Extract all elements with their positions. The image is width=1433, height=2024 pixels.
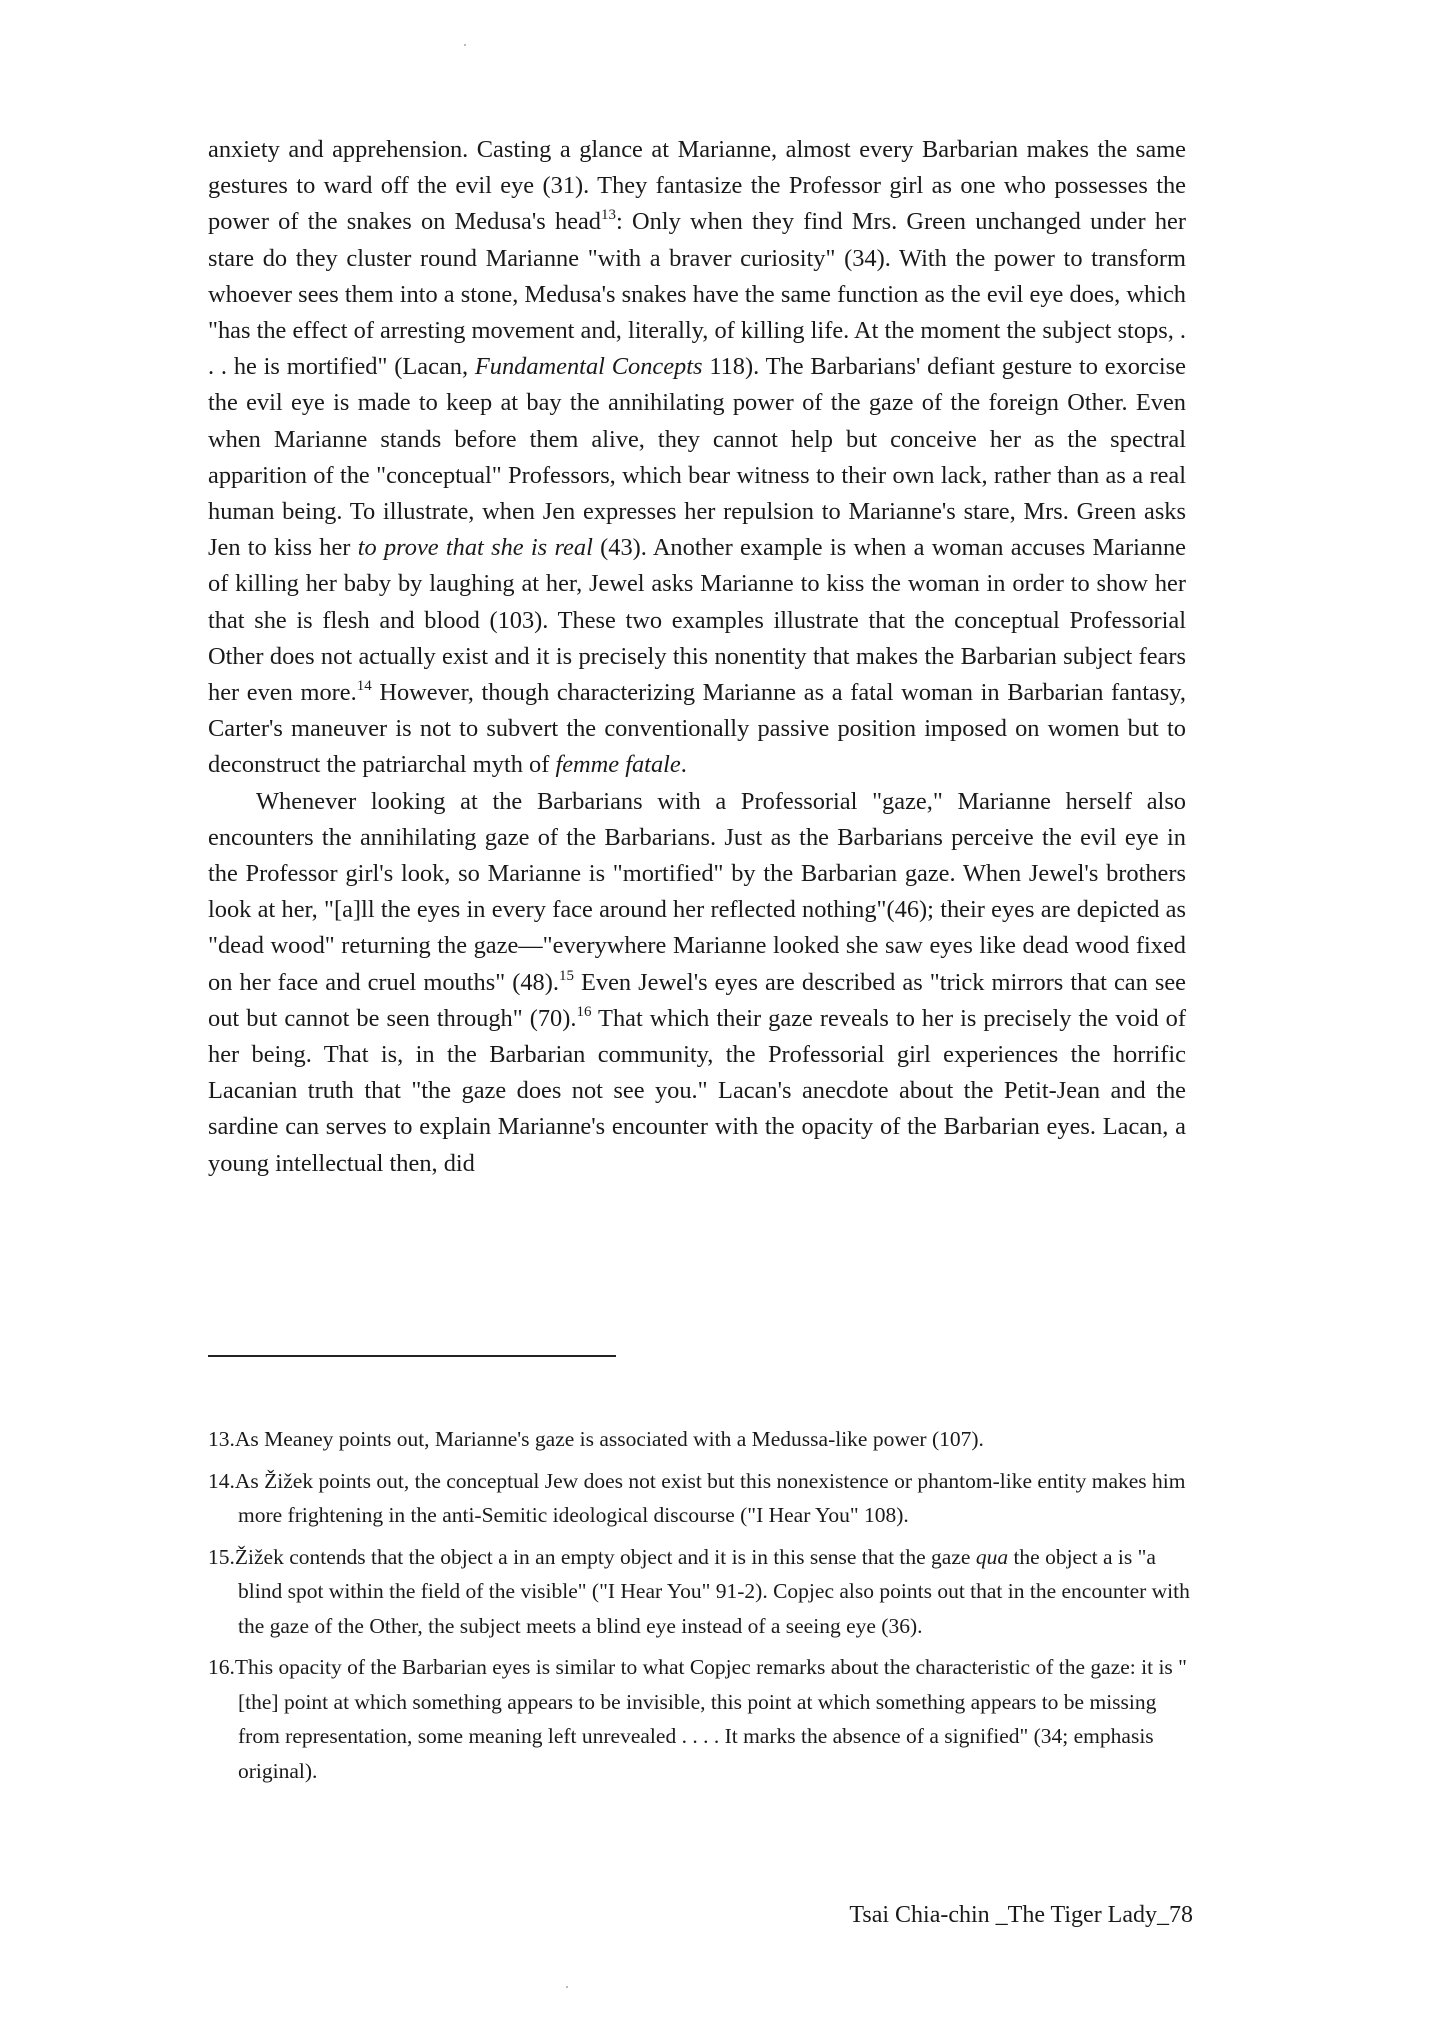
italic-title: Fundamental Concepts <box>474 353 703 381</box>
text-run: That which their gaze reveals to her is precisely the void of her being. That is, in the Barbarian community, the Professorial girl experiences the horrific Lacanian truth that "the gaze does not see you." Lacan's anecdote about the Petit-Jean and the sardine can serves to explain Marianne's encounter with the opacity of the Barbarian eyes. Lacan, a young intellectual then, did <box>208 1004 1186 1177</box>
footnote-14: 14.As Žižek points out, the conceptual Jew does not exist but this nonexistence or phantom-like entity makes him more frightening in the anti-Semitic ideological discourse ("I Hear You" 108). <box>208 1468 1186 1527</box>
footnote-ref-16: 16 <box>576 1003 592 1020</box>
text-run: 118). The Barbarians' defiant gesture to exorcise the evil eye is made to keep at bay the annihilating power of the gaze of the foreign Other. Even when Marianne stands before them alive, they cannot help but conceive her as the spectral apparition of the "conceptual" Professors, which bear witness to their own lack, rather than as a real human being. To illustrate, when Jen expresses her repulsion to Marianne's stare, Mrs. Green asks Jen to kiss her <box>208 353 1186 562</box>
text-run: (43). Another example is when a woman accuses Marianne of killing her baby by laughing at her, Jewel asks Marianne to kiss the woman in order to show her that she is flesh and blood (103). These two examples illustrate that the conceptual Professorial Other does not actually exist and it is precisely this nonentity that makes the Barbarian subject fears her even more. <box>208 534 1187 707</box>
text-run: Whenever looking at the Barbarians with a Professorial "gaze," Marianne herself also encounters the annihilating gaze of the Barbarians. Just as the Barbarians perceive the evil eye in the Professor girl's look, so Marianne is "mortified" by the Barbarian gaze. When Jewel's brothers look at her, "[a]ll the eyes in every face around her reflected nothing"(46); their eyes are depicted as "dead wood" returning the gaze—"everywhere Marianne looked she saw eyes like dead wood fixed on her face and cruel mouths" (48). <box>208 787 1186 996</box>
running-footer: Tsai Chia-chin _The Tiger Lady_78 <box>849 1902 1193 1928</box>
footnote-ref-14: 14 <box>356 678 372 695</box>
paragraph-1 <box>208 132 1186 784</box>
text-run: 15.Žižek contends that the object a in an empty object and it is in this sense that the gaze <box>208 1544 976 1569</box>
footnotes <box>208 1422 1192 1795</box>
text-run: . <box>680 751 687 779</box>
text-run: the object a is "a blind spot within the field of the visible" ("I Hear You" 91-2). Copjec also points out that in the encounter with the gaze of the Other, the subject meets a blind eye instead of a seeing eye (36). <box>238 1544 1190 1638</box>
text-run: However, though characterizing Marianne as a fatal woman in Barbarian fantasy, Carter's maneuver is not to subvert the conventionally passive position imposed on women but to deconstruct the patriarchal myth of <box>208 679 1187 779</box>
text-run: anxiety and apprehension. Casting a glance at Marianne, almost every Barbarian makes the same gestures to ward off the evil eye (31). They fantasize the Professor girl as one who possesses the power of the snakes on Medusa's head <box>208 136 1186 236</box>
text-run: : Only when they find Mrs. Green unchanged under her stare do they cluster round Marianne "with a braver curiosity" (34). With the power to transform whoever sees them into a stone, Medusa's snakes have the same function as the evil eye does, which "has the effect of arresting movement and, literally, of killing life. At the moment the subject stops, . . . he is mortified" (Lacan, <box>208 208 1186 381</box>
body-text <box>208 132 1186 1182</box>
footnote-15 <box>208 1540 1192 1644</box>
footnote-ref-15: 15 <box>558 967 574 984</box>
text-run: Even Jewel's eyes are described as "trick mirrors that can see out but cannot be seen through" (70). <box>208 968 1187 1032</box>
paragraph-2 <box>208 784 1186 1182</box>
italic-term: qua <box>975 1544 1009 1569</box>
italic-emphasis: to prove that she is real <box>357 534 593 562</box>
footnote-ref-13: 13 <box>600 207 616 224</box>
scan-speck <box>464 44 466 46</box>
scan-speck <box>566 1986 568 1988</box>
footnote-16: 16.This opacity of the Barbarian eyes is similar to what Copjec remarks about the characteristic of the gaze: it is "[the] point at which something appears to be invisible, this point at which something appears to be missing from representation, some meaning left unrevealed . . . . It marks the absence of a signified" (34; emphasis original). <box>208 1655 1187 1783</box>
footnote-rule <box>208 1355 616 1357</box>
footnote-13: 13.As Meaney points out, Marianne's gaze is associated with a Medussa-like power (107). <box>208 1427 984 1451</box>
italic-term: femme fatale <box>555 751 681 779</box>
